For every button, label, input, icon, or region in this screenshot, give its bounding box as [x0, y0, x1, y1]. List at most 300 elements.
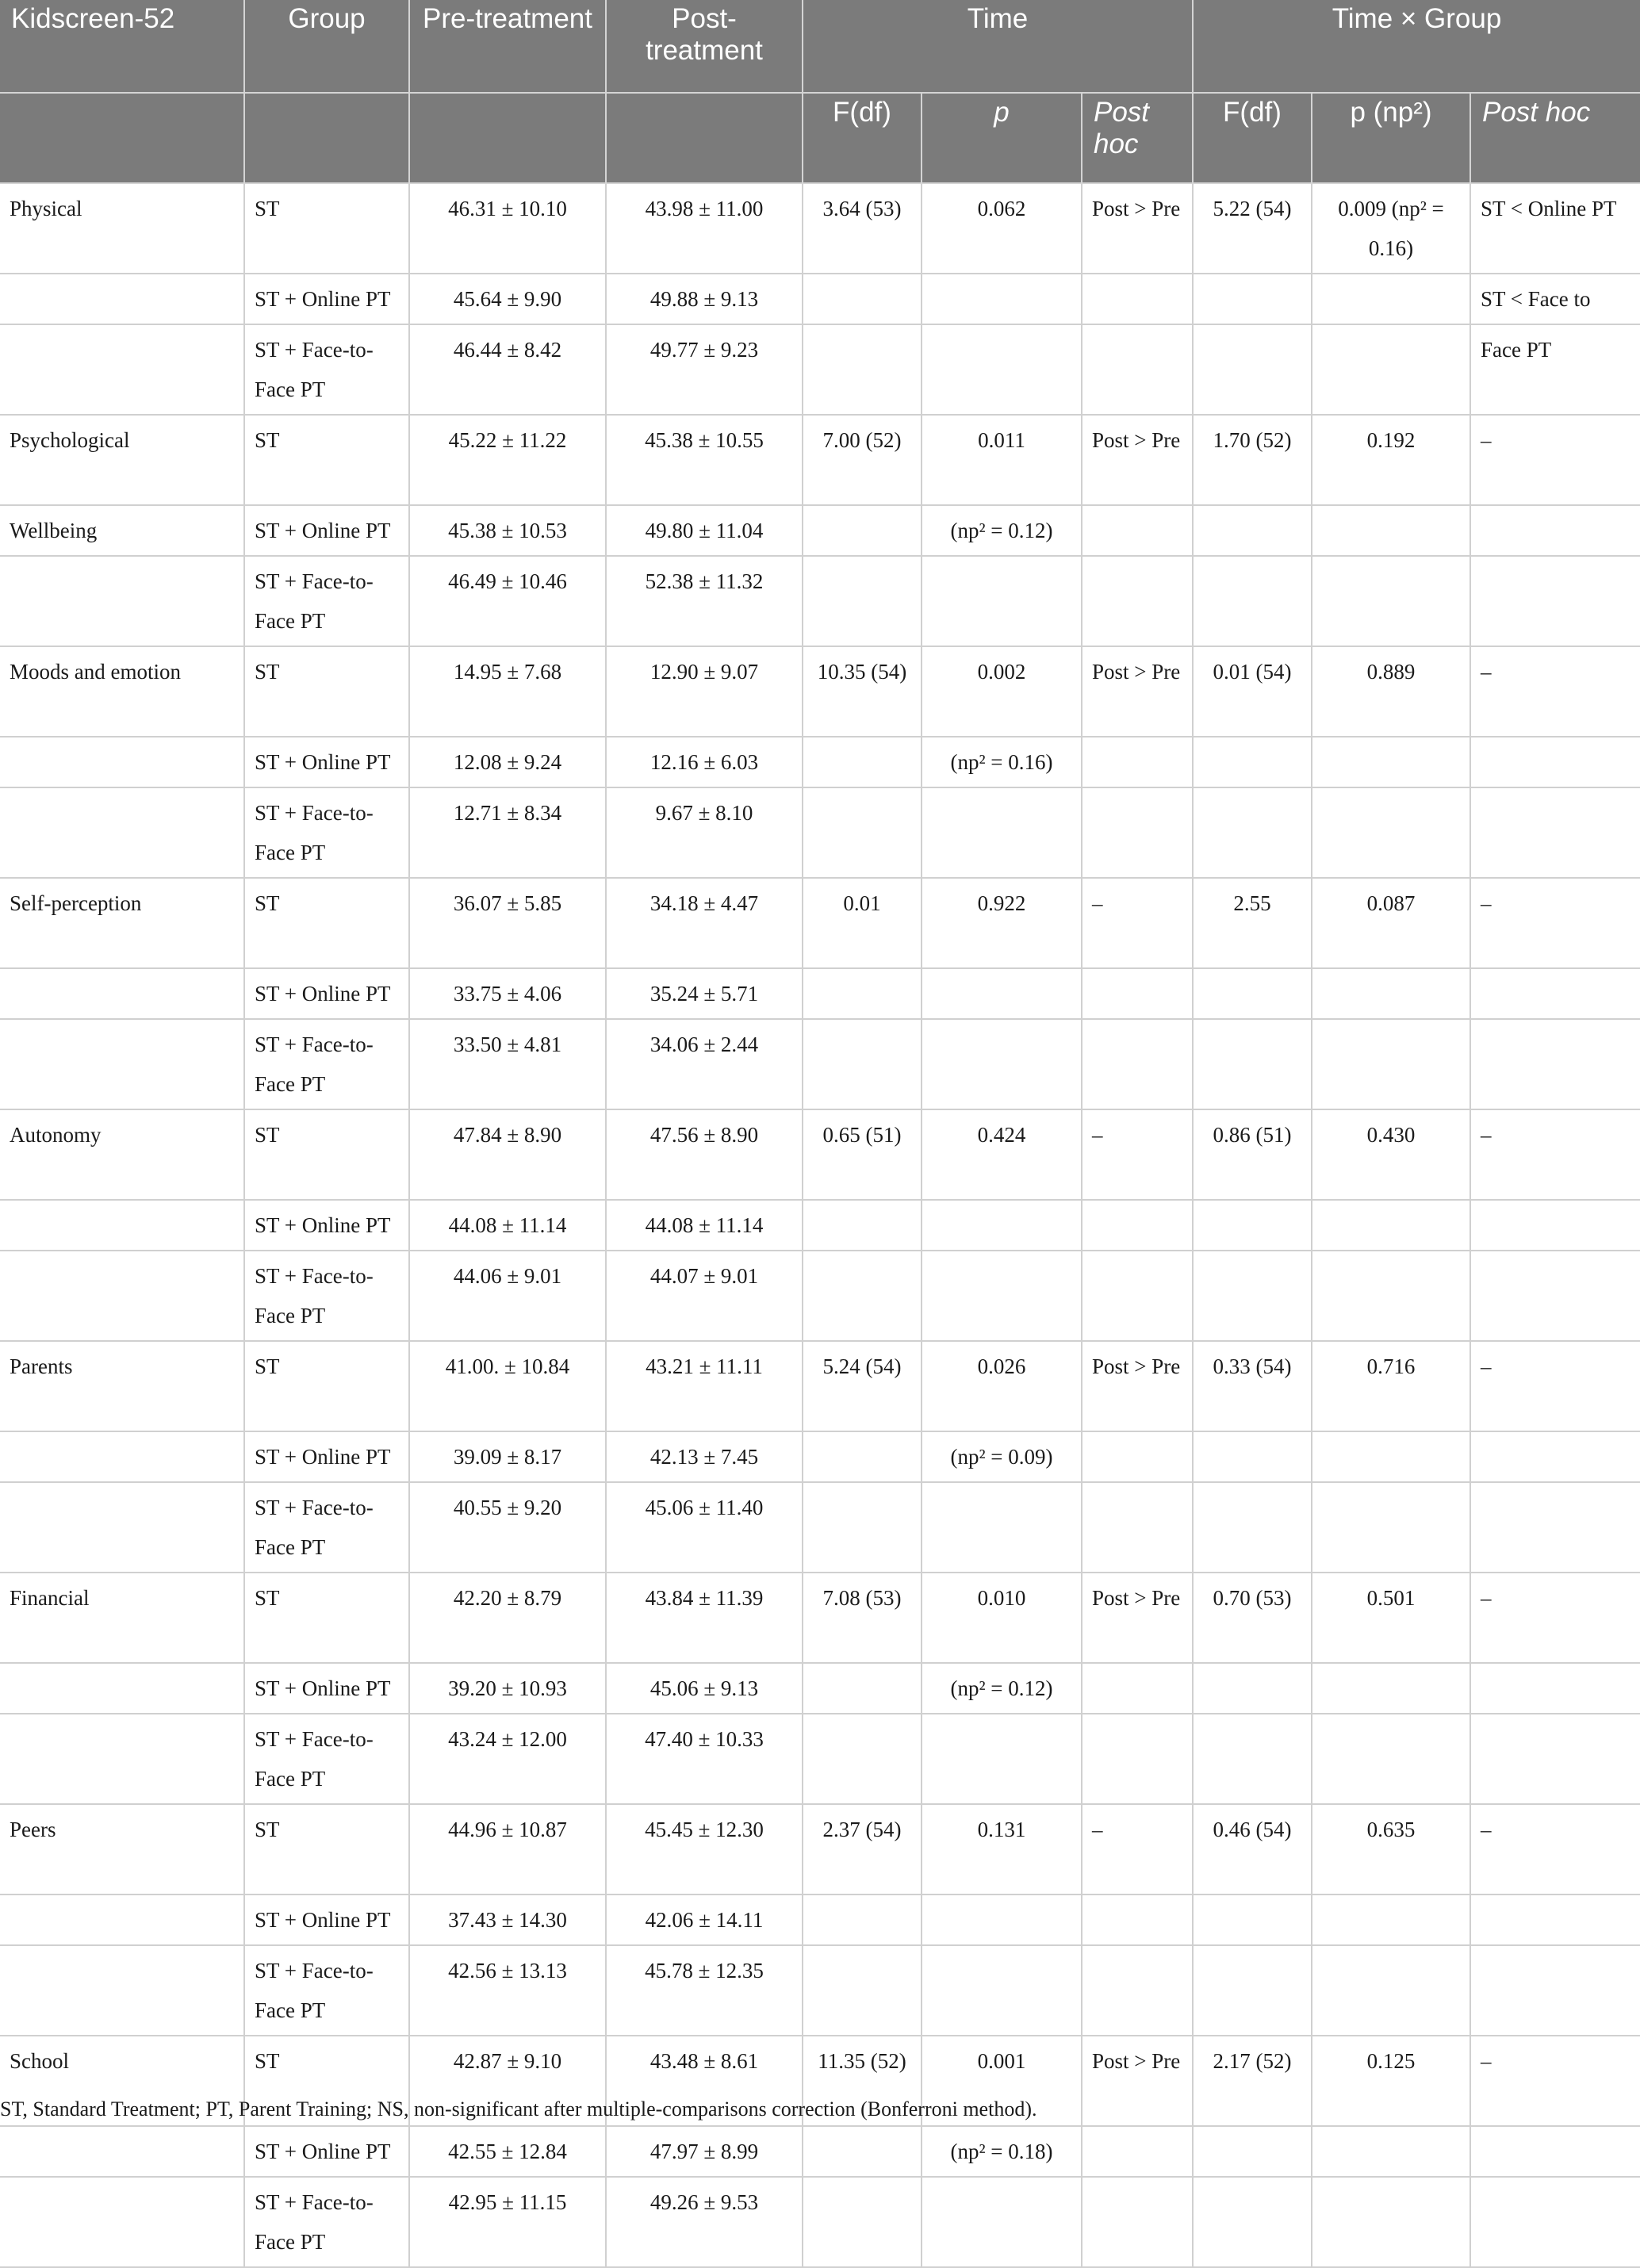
cell-time-p: (np² = 0.12)	[922, 505, 1082, 556]
cell-int-posthoc	[1470, 1431, 1640, 1482]
header-blank-4	[606, 93, 803, 183]
cell-time-posthoc	[1082, 1431, 1193, 1482]
cell-pre: 36.07 ± 5.85	[409, 878, 606, 968]
cell-post: 49.77 ± 9.23	[606, 324, 803, 415]
cell-group: ST + Face-to-Face PT	[244, 1945, 409, 2036]
cell-int-posthoc: –	[1470, 646, 1640, 737]
cell-group: ST + Face-to-Face PT	[244, 1714, 409, 1804]
subheader-time-posthoc: Post hoc	[1082, 93, 1193, 183]
cell-int-p: 0.635	[1312, 1804, 1470, 1894]
table-row	[0, 646, 1640, 737]
cell-int-f	[1193, 1894, 1312, 1945]
cell-int-posthoc: –	[1470, 1573, 1640, 1663]
cell-post: 43.84 ± 11.39	[606, 1573, 803, 1663]
cell-measure	[0, 1482, 244, 1573]
cell-measure	[0, 1945, 244, 2036]
table-row	[0, 1945, 1640, 2036]
cell-int-posthoc	[1470, 1663, 1640, 1714]
header-post-treatment: Post-treatment	[606, 0, 803, 93]
cell-int-p	[1312, 1945, 1470, 2036]
cell-post: 47.97 ± 8.99	[606, 2126, 803, 2177]
cell-int-posthoc	[1470, 1200, 1640, 1251]
cell-group: ST	[244, 1109, 409, 1200]
cell-int-f	[1193, 324, 1312, 415]
cell-int-f	[1193, 1200, 1312, 1251]
table-header	[0, 0, 1640, 183]
cell-group: ST + Online PT	[244, 1200, 409, 1251]
cell-pre: 44.08 ± 11.14	[409, 1200, 606, 1251]
cell-int-f	[1193, 1945, 1312, 2036]
cell-pre: 42.55 ± 12.84	[409, 2126, 606, 2177]
subheader-time-f: F(df)	[803, 93, 922, 183]
cell-group: ST	[244, 2036, 409, 2126]
cell-time-posthoc	[1082, 2126, 1193, 2177]
cell-pre: 42.20 ± 8.79	[409, 1573, 606, 1663]
cell-time-p	[922, 1482, 1082, 1573]
cell-time-f	[803, 1431, 922, 1482]
cell-pre: 42.95 ± 11.15	[409, 2177, 606, 2267]
cell-post: 49.80 ± 11.04	[606, 505, 803, 556]
cell-group: ST	[244, 1804, 409, 1894]
cell-pre: 14.95 ± 7.68	[409, 646, 606, 737]
cell-time-posthoc: Post > Pre	[1082, 183, 1193, 274]
cell-time-f	[803, 787, 922, 878]
cell-time-posthoc	[1082, 324, 1193, 415]
cell-int-f	[1193, 505, 1312, 556]
table-row	[0, 1714, 1640, 1804]
cell-int-p	[1312, 1894, 1470, 1945]
cell-int-p	[1312, 1714, 1470, 1804]
cell-post: 42.06 ± 14.11	[606, 1894, 803, 1945]
cell-int-f: 2.55	[1193, 878, 1312, 968]
cell-int-p	[1312, 1019, 1470, 1109]
subheader-int-p: p (np²)	[1312, 93, 1470, 183]
cell-measure: School	[0, 2036, 244, 2126]
cell-pre: 44.96 ± 10.87	[409, 1804, 606, 1894]
cell-int-f: 0.46 (54)	[1193, 1804, 1312, 1894]
cell-time-p	[922, 968, 1082, 1019]
cell-pre: 44.06 ± 9.01	[409, 1251, 606, 1341]
cell-int-posthoc: –	[1470, 1109, 1640, 1200]
cell-time-posthoc: Post > Pre	[1082, 1341, 1193, 1431]
cell-measure: Autonomy	[0, 1109, 244, 1200]
cell-time-p: (np² = 0.09)	[922, 1431, 1082, 1482]
cell-int-p: 0.889	[1312, 646, 1470, 737]
cell-time-p: 0.424	[922, 1109, 1082, 1200]
table-row	[0, 1341, 1640, 1431]
cell-time-p	[922, 324, 1082, 415]
cell-time-posthoc	[1082, 1251, 1193, 1341]
cell-time-p: (np² = 0.18)	[922, 2126, 1082, 2177]
cell-measure	[0, 1200, 244, 1251]
cell-group: ST + Online PT	[244, 1894, 409, 1945]
cell-time-p	[922, 1894, 1082, 1945]
table-row	[0, 1573, 1640, 1663]
table-row	[0, 415, 1640, 505]
cell-time-p	[922, 1251, 1082, 1341]
cell-measure: Self-perception	[0, 878, 244, 968]
cell-time-posthoc	[1082, 2177, 1193, 2267]
cell-int-posthoc: –	[1470, 415, 1640, 505]
cell-measure: Physical	[0, 183, 244, 274]
table-row	[0, 968, 1640, 1019]
cell-time-f: 11.35 (52)	[803, 2036, 922, 2126]
cell-pre: 43.24 ± 12.00	[409, 1714, 606, 1804]
cell-post: 34.06 ± 2.44	[606, 1019, 803, 1109]
cell-int-p: 0.125	[1312, 2036, 1470, 2126]
cell-int-posthoc	[1470, 968, 1640, 1019]
cell-group: ST + Face-to-Face PT	[244, 787, 409, 878]
cell-post: 45.78 ± 12.35	[606, 1945, 803, 2036]
cell-measure: Peers	[0, 1804, 244, 1894]
cell-time-p	[922, 1714, 1082, 1804]
table-row	[0, 2126, 1640, 2177]
cell-pre: 33.75 ± 4.06	[409, 968, 606, 1019]
table-body	[0, 183, 1640, 2267]
cell-group: ST + Online PT	[244, 1431, 409, 1482]
cell-int-f	[1193, 1019, 1312, 1109]
cell-pre: 46.31 ± 10.10	[409, 183, 606, 274]
cell-post: 9.67 ± 8.10	[606, 787, 803, 878]
cell-post: 49.26 ± 9.53	[606, 2177, 803, 2267]
cell-time-posthoc	[1082, 968, 1193, 1019]
cell-time-f	[803, 1482, 922, 1573]
table-row	[0, 274, 1640, 324]
cell-int-posthoc	[1470, 1714, 1640, 1804]
header-blank-1	[0, 93, 244, 183]
cell-int-p	[1312, 505, 1470, 556]
cell-measure	[0, 1431, 244, 1482]
cell-int-f: 0.86 (51)	[1193, 1109, 1312, 1200]
cell-time-f	[803, 1663, 922, 1714]
cell-measure	[0, 968, 244, 1019]
cell-int-p	[1312, 2177, 1470, 2267]
cell-int-p	[1312, 968, 1470, 1019]
table-row	[0, 1482, 1640, 1573]
cell-pre: 12.71 ± 8.34	[409, 787, 606, 878]
table-row	[0, 1109, 1640, 1200]
cell-measure	[0, 787, 244, 878]
cell-int-posthoc: –	[1470, 1804, 1640, 1894]
table-footnote: ST, Standard Treatment; PT, Parent Training; NS, non-significant after multiple-comparisons correction (Bonferroni method).	[0, 2098, 1037, 2121]
cell-post: 44.07 ± 9.01	[606, 1251, 803, 1341]
cell-time-posthoc	[1082, 1200, 1193, 1251]
cell-int-posthoc: Face PT	[1470, 324, 1640, 415]
cell-group: ST + Online PT	[244, 968, 409, 1019]
cell-time-f: 5.24 (54)	[803, 1341, 922, 1431]
cell-measure: Parents	[0, 1341, 244, 1431]
cell-time-posthoc	[1082, 737, 1193, 787]
cell-int-f	[1193, 1714, 1312, 1804]
cell-time-posthoc	[1082, 1894, 1193, 1945]
cell-time-f	[803, 1019, 922, 1109]
cell-post: 42.13 ± 7.45	[606, 1431, 803, 1482]
cell-time-f: 3.64 (53)	[803, 183, 922, 274]
table-row	[0, 2177, 1640, 2267]
cell-time-posthoc: Post > Pre	[1082, 646, 1193, 737]
cell-int-f: 0.01 (54)	[1193, 646, 1312, 737]
cell-pre: 42.56 ± 13.13	[409, 1945, 606, 2036]
cell-int-p: 0.192	[1312, 415, 1470, 505]
table-row	[0, 183, 1640, 274]
cell-int-posthoc	[1470, 505, 1640, 556]
cell-int-p	[1312, 324, 1470, 415]
cell-int-p	[1312, 556, 1470, 646]
cell-time-p: 0.062	[922, 183, 1082, 274]
cell-int-p	[1312, 1482, 1470, 1573]
table-row	[0, 878, 1640, 968]
cell-group: ST	[244, 183, 409, 274]
cell-time-f	[803, 274, 922, 324]
table-row	[0, 1663, 1640, 1714]
cell-int-f	[1193, 1431, 1312, 1482]
cell-int-p	[1312, 787, 1470, 878]
cell-time-p	[922, 1200, 1082, 1251]
cell-pre: 46.49 ± 10.46	[409, 556, 606, 646]
cell-time-posthoc	[1082, 1714, 1193, 1804]
cell-time-posthoc	[1082, 1019, 1193, 1109]
cell-measure: Psychological	[0, 415, 244, 505]
cell-group: ST + Face-to-Face PT	[244, 556, 409, 646]
cell-time-posthoc: Post > Pre	[1082, 2036, 1193, 2126]
cell-post: 45.45 ± 12.30	[606, 1804, 803, 1894]
cell-int-f	[1193, 2177, 1312, 2267]
cell-int-posthoc	[1470, 1894, 1640, 1945]
cell-group: ST + Face-to-Face PT	[244, 1482, 409, 1573]
cell-int-p	[1312, 737, 1470, 787]
table-row	[0, 1894, 1640, 1945]
table-row	[0, 556, 1640, 646]
cell-int-posthoc	[1470, 737, 1640, 787]
cell-group: ST + Online PT	[244, 737, 409, 787]
cell-int-p	[1312, 2126, 1470, 2177]
cell-time-p	[922, 2177, 1082, 2267]
cell-pre: 39.09 ± 8.17	[409, 1431, 606, 1482]
table-row	[0, 1251, 1640, 1341]
cell-time-f	[803, 1945, 922, 2036]
cell-int-posthoc	[1470, 1251, 1640, 1341]
cell-time-f: 7.08 (53)	[803, 1573, 922, 1663]
cell-measure: Moods and emotion	[0, 646, 244, 737]
cell-int-posthoc: –	[1470, 878, 1640, 968]
cell-int-posthoc	[1470, 2126, 1640, 2177]
cell-group: ST	[244, 878, 409, 968]
cell-time-f	[803, 737, 922, 787]
cell-time-p	[922, 274, 1082, 324]
cell-measure	[0, 1019, 244, 1109]
cell-group: ST + Online PT	[244, 1663, 409, 1714]
cell-post: 12.90 ± 9.07	[606, 646, 803, 737]
cell-time-f	[803, 324, 922, 415]
cell-time-p	[922, 556, 1082, 646]
table-row	[0, 1200, 1640, 1251]
cell-int-posthoc	[1470, 1482, 1640, 1573]
table-row	[0, 1019, 1640, 1109]
cell-time-posthoc	[1082, 505, 1193, 556]
cell-time-posthoc	[1082, 1663, 1193, 1714]
cell-pre: 42.87 ± 9.10	[409, 2036, 606, 2126]
cell-time-p: 0.922	[922, 878, 1082, 968]
cell-int-posthoc	[1470, 787, 1640, 878]
cell-time-p	[922, 1019, 1082, 1109]
cell-pre: 40.55 ± 9.20	[409, 1482, 606, 1573]
cell-pre: 37.43 ± 14.30	[409, 1894, 606, 1945]
cell-time-f: 0.65 (51)	[803, 1109, 922, 1200]
cell-time-f	[803, 1714, 922, 1804]
cell-int-f	[1193, 2126, 1312, 2177]
cell-pre: 12.08 ± 9.24	[409, 737, 606, 787]
cell-post: 45.06 ± 11.40	[606, 1482, 803, 1573]
cell-post: 52.38 ± 11.32	[606, 556, 803, 646]
cell-measure	[0, 1894, 244, 1945]
cell-measure: Wellbeing	[0, 505, 244, 556]
cell-time-f: 2.37 (54)	[803, 1804, 922, 1894]
cell-time-posthoc	[1082, 556, 1193, 646]
cell-time-posthoc: –	[1082, 878, 1193, 968]
cell-int-posthoc: –	[1470, 2036, 1640, 2126]
table-row	[0, 787, 1640, 878]
cell-int-posthoc: ST < Online PT	[1470, 183, 1640, 274]
cell-int-posthoc: ST < Face to	[1470, 274, 1640, 324]
cell-time-f	[803, 1200, 922, 1251]
cell-time-p: (np² = 0.16)	[922, 737, 1082, 787]
cell-time-f	[803, 2126, 922, 2177]
cell-group: ST	[244, 646, 409, 737]
header-measure: Kidscreen-52	[0, 0, 244, 93]
cell-int-p	[1312, 1251, 1470, 1341]
cell-int-f	[1193, 737, 1312, 787]
cell-time-f: 7.00 (52)	[803, 415, 922, 505]
cell-post: 44.08 ± 11.14	[606, 1200, 803, 1251]
cell-time-p	[922, 1945, 1082, 2036]
cell-int-p	[1312, 1663, 1470, 1714]
subheader-time-p: p	[922, 93, 1082, 183]
cell-time-f	[803, 1251, 922, 1341]
cell-measure	[0, 274, 244, 324]
cell-int-f	[1193, 787, 1312, 878]
cell-group: ST + Face-to-Face PT	[244, 1019, 409, 1109]
cell-post: 12.16 ± 6.03	[606, 737, 803, 787]
cell-int-f: 0.70 (53)	[1193, 1573, 1312, 1663]
cell-int-p: 0.009 (np² = 0.16)	[1312, 183, 1470, 274]
cell-time-posthoc: –	[1082, 1804, 1193, 1894]
cell-time-posthoc: Post > Pre	[1082, 1573, 1193, 1663]
cell-time-p: 0.026	[922, 1341, 1082, 1431]
cell-time-f	[803, 556, 922, 646]
cell-int-posthoc	[1470, 1945, 1640, 2036]
cell-pre: 45.22 ± 11.22	[409, 415, 606, 505]
cell-int-f: 1.70 (52)	[1193, 415, 1312, 505]
cell-post: 43.21 ± 11.11	[606, 1341, 803, 1431]
cell-int-f	[1193, 556, 1312, 646]
cell-post: 49.88 ± 9.13	[606, 274, 803, 324]
header-blank-3	[409, 93, 606, 183]
cell-time-p	[922, 787, 1082, 878]
cell-measure: Financial	[0, 1573, 244, 1663]
cell-measure	[0, 2126, 244, 2177]
cell-time-f: 10.35 (54)	[803, 646, 922, 737]
cell-pre: 47.84 ± 8.90	[409, 1109, 606, 1200]
cell-int-p	[1312, 1200, 1470, 1251]
cell-post: 35.24 ± 5.71	[606, 968, 803, 1019]
header-blank-2	[244, 93, 409, 183]
subheader-int-f: F(df)	[1193, 93, 1312, 183]
header-pre-treatment: Pre-treatment	[409, 0, 606, 93]
subheader-int-posthoc: Post hoc	[1470, 93, 1640, 183]
cell-measure	[0, 1714, 244, 1804]
cell-int-f	[1193, 1663, 1312, 1714]
cell-group: ST + Face-to-Face PT	[244, 1251, 409, 1341]
table-row	[0, 1804, 1640, 1894]
cell-int-posthoc	[1470, 556, 1640, 646]
cell-pre: 33.50 ± 4.81	[409, 1019, 606, 1109]
cell-int-f: 5.22 (54)	[1193, 183, 1312, 274]
cell-int-f: 0.33 (54)	[1193, 1341, 1312, 1431]
cell-time-posthoc	[1082, 274, 1193, 324]
cell-time-posthoc	[1082, 787, 1193, 878]
cell-int-posthoc	[1470, 1019, 1640, 1109]
cell-int-p: 0.430	[1312, 1109, 1470, 1200]
cell-int-p: 0.501	[1312, 1573, 1470, 1663]
table-row	[0, 505, 1640, 556]
header-group: Group	[244, 0, 409, 93]
cell-group: ST + Online PT	[244, 2126, 409, 2177]
cell-int-p: 0.716	[1312, 1341, 1470, 1431]
cell-time-f	[803, 968, 922, 1019]
cell-post: 47.40 ± 10.33	[606, 1714, 803, 1804]
cell-pre: 45.38 ± 10.53	[409, 505, 606, 556]
cell-time-p: 0.001	[922, 2036, 1082, 2126]
cell-group: ST + Face-to-Face PT	[244, 324, 409, 415]
cell-int-f	[1193, 274, 1312, 324]
cell-time-f	[803, 2177, 922, 2267]
cell-group: ST	[244, 1341, 409, 1431]
cell-int-p	[1312, 1431, 1470, 1482]
cell-measure	[0, 556, 244, 646]
cell-post: 34.18 ± 4.47	[606, 878, 803, 968]
cell-int-f	[1193, 1482, 1312, 1573]
cell-measure	[0, 1663, 244, 1714]
table-row	[0, 737, 1640, 787]
cell-int-p	[1312, 274, 1470, 324]
cell-time-posthoc: –	[1082, 1109, 1193, 1200]
table-row	[0, 324, 1640, 415]
cell-time-posthoc	[1082, 1482, 1193, 1573]
cell-post: 47.56 ± 8.90	[606, 1109, 803, 1200]
cell-time-f	[803, 1894, 922, 1945]
cell-int-f	[1193, 968, 1312, 1019]
cell-time-p: 0.010	[922, 1573, 1082, 1663]
cell-group: ST + Online PT	[244, 505, 409, 556]
cell-measure	[0, 2177, 244, 2267]
cell-pre: 41.00. ± 10.84	[409, 1341, 606, 1431]
cell-measure	[0, 1251, 244, 1341]
cell-post: 45.38 ± 10.55	[606, 415, 803, 505]
cell-int-f	[1193, 1251, 1312, 1341]
cell-int-p: 0.087	[1312, 878, 1470, 968]
cell-group: ST	[244, 1573, 409, 1663]
cell-time-f: 0.01	[803, 878, 922, 968]
cell-int-posthoc: –	[1470, 1341, 1640, 1431]
cell-group: ST + Face-to-Face PT	[244, 2177, 409, 2267]
cell-int-posthoc	[1470, 2177, 1640, 2267]
header-time-x-group: Time × Group	[1193, 0, 1640, 93]
cell-post: 43.98 ± 11.00	[606, 183, 803, 274]
cell-post: 43.48 ± 8.61	[606, 2036, 803, 2126]
cell-time-p: 0.131	[922, 1804, 1082, 1894]
header-time: Time	[803, 0, 1193, 93]
cell-measure	[0, 324, 244, 415]
